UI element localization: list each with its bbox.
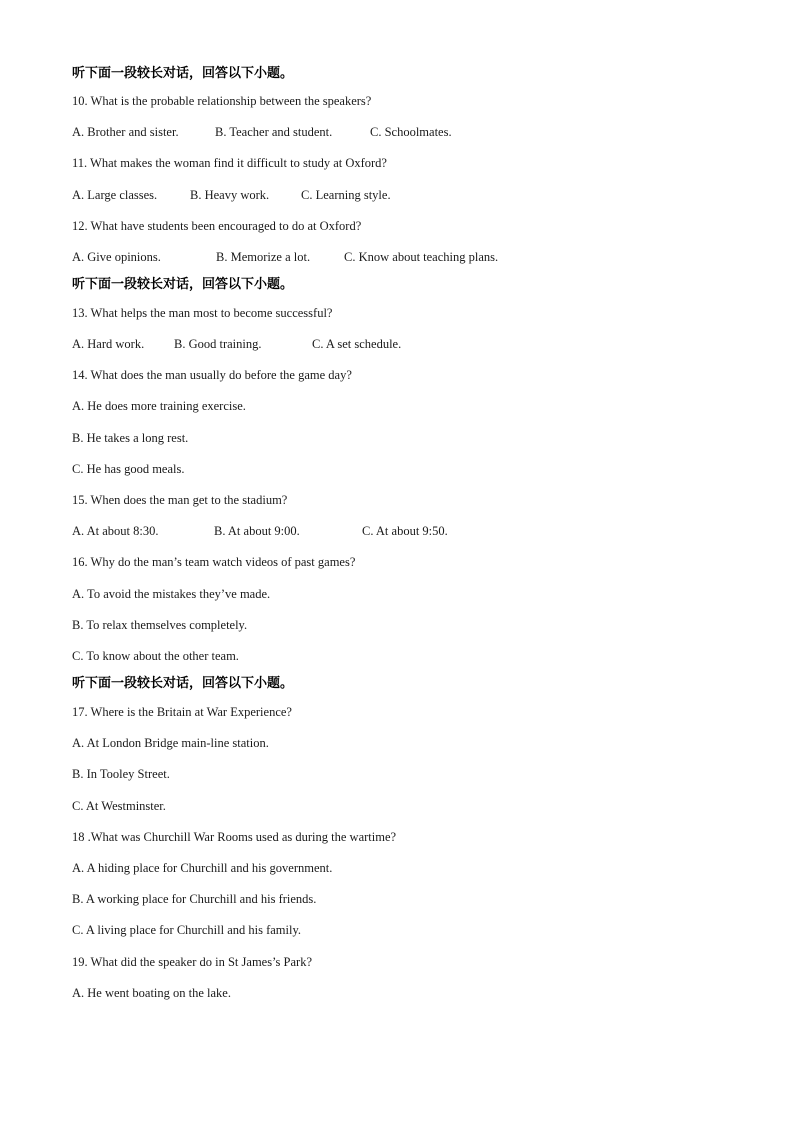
question-11: 11. What makes the woman find it difficult to study at Oxford? xyxy=(72,156,387,170)
question-10-options xyxy=(72,124,712,140)
option-c: C. Know about teaching plans. xyxy=(344,250,499,264)
question-15-options xyxy=(72,523,712,539)
option-a: A. Give opinions. xyxy=(72,250,161,264)
option-b: B. Heavy work. xyxy=(190,188,270,202)
option-c: C. Schoolmates. xyxy=(370,125,452,139)
option-a: A. Hard work. xyxy=(72,337,145,351)
option-b: B. Memorize a lot. xyxy=(216,250,311,264)
option-a: A. At London Bridge main-line station. xyxy=(72,736,269,750)
question-13-options xyxy=(72,336,712,352)
option-c: C. A living place for Churchill and his family. xyxy=(72,923,302,937)
question-13: 13. What helps the man most to become successful? xyxy=(72,306,333,320)
option-a: A. He does more training exercise. xyxy=(72,399,246,413)
option-b: B. He takes a long rest. xyxy=(72,431,189,445)
option-b: B. Teacher and student. xyxy=(215,125,333,139)
question-16: 16. Why do the man’s team watch videos of past games? xyxy=(72,555,356,569)
option-a: A. Brother and sister. xyxy=(72,125,179,139)
option-b: B. Good training. xyxy=(174,337,262,351)
question-18: 18 .What was Churchill War Rooms used as during the wartime? xyxy=(72,830,397,844)
question-12: 12. What have students been encouraged to do at Oxford? xyxy=(72,219,362,233)
question-17: 17. Where is the Britain at War Experience? xyxy=(72,705,292,719)
option-c: C. At about 9:50. xyxy=(362,524,448,538)
option-b: B. In Tooley Street. xyxy=(72,767,170,781)
option-c: C. To know about the other team. xyxy=(72,649,239,663)
question-10: 10. What is the probable relationship between the speakers? xyxy=(72,94,372,108)
option-b: B. A working place for Churchill and his friends. xyxy=(72,892,317,906)
question-11-options xyxy=(72,187,712,203)
question-15: 15. When does the man get to the stadium? xyxy=(72,493,288,507)
option-c: C. He has good meals. xyxy=(72,462,185,476)
option-b: B. To relax themselves completely. xyxy=(72,618,248,632)
section-heading: 听下面一段较长对话，回答以下小题。 xyxy=(72,277,294,292)
section-heading: 听下面一段较长对话，回答以下小题。 xyxy=(72,676,294,691)
option-a: A. Large classes. xyxy=(72,188,158,202)
option-a: A. At about 8:30. xyxy=(72,524,159,538)
option-a: A. A hiding place for Churchill and his government. xyxy=(72,861,333,875)
section-heading: 听下面一段较长对话，回答以下小题。 xyxy=(72,66,294,81)
option-c: C. A set schedule. xyxy=(312,337,402,351)
option-c: C. Learning style. xyxy=(301,188,391,202)
question-12-options xyxy=(72,249,712,265)
option-b: B. At about 9:00. xyxy=(214,524,300,538)
question-19: 19. What did the speaker do in St James’s Park? xyxy=(72,955,313,969)
option-a: A. He went boating on the lake. xyxy=(72,986,231,1000)
option-a: A. To avoid the mistakes they’ve made. xyxy=(72,587,271,601)
option-c: C. At Westminster. xyxy=(72,799,166,813)
question-14: 14. What does the man usually do before the game day? xyxy=(72,368,352,382)
